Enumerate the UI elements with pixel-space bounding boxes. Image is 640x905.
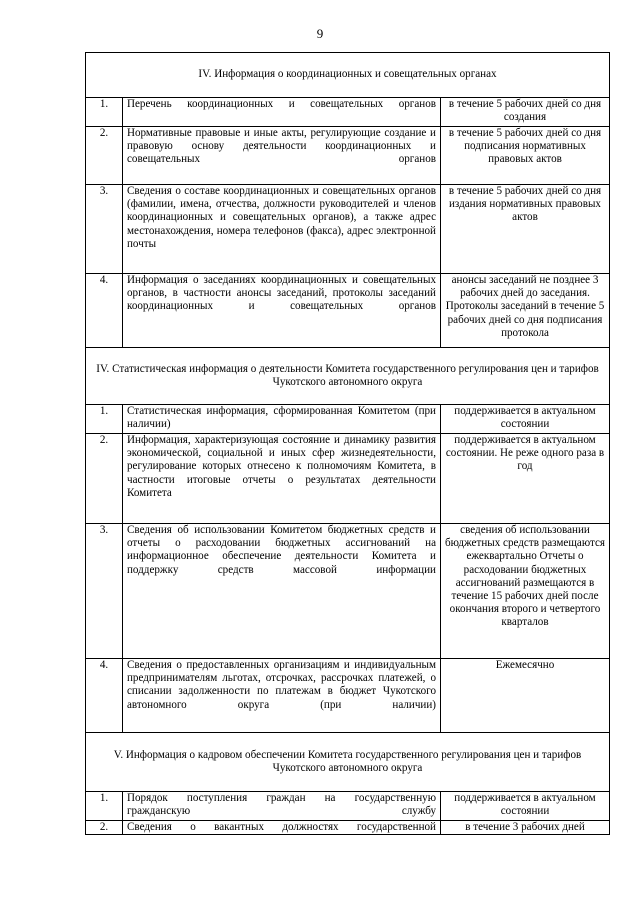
section-title: IV. Статистическая информация о деятельности Комитета государственного регулирования цен и тарифов Чукотского автономного округа	[86, 348, 610, 405]
table-row	[86, 524, 610, 659]
row-number: 4.	[86, 659, 123, 733]
row-number: 2.	[86, 127, 123, 185]
row-deadline: поддерживается в актуальном состоянии	[441, 405, 610, 434]
table-row	[86, 434, 610, 524]
row-deadline: в течение 5 рабочих дней со дня подписания нормативных правовых актов	[441, 127, 610, 185]
table-row	[86, 405, 610, 434]
row-description: Информация, характеризующая состояние и динамику развития экономической, социальной и иных сфер жизнедеятельности, регулирование которых отнесено к полномочиям Комитета, в частности итоговые отчеты о результатах деятельности Комитета	[123, 434, 441, 524]
disclosure-table	[85, 52, 610, 835]
row-deadline: поддерживается в актуальном состоянии. Не реже одного раза в год	[441, 434, 610, 524]
table-row	[86, 792, 610, 821]
row-description: Сведения о составе координационных и совещательных органов (фамилии, имена, отчества, должности руководителей и членов координационных и совещательных органов), а также адрес местонахождения, номера телефонов (факса), адрес электронной почты	[123, 185, 441, 274]
row-deadline: поддерживается в актуальном состоянии	[441, 792, 610, 821]
table-row	[86, 659, 610, 733]
section-header-row	[86, 733, 610, 792]
row-description: Нормативные правовые и иные акты, регулирующие создание и правовую основу деятельности координационных и совещательных органов	[123, 127, 441, 185]
section-title: IV. Информация о координационных и совещательных органах	[86, 53, 610, 98]
row-description: Сведения о предоставленных организациям и индивидуальным предпринимателям льготах, отсрочках, рассрочках платежей, о списании задолженности по платежам в бюджет Чукотского автономного округа (при наличии)	[123, 659, 441, 733]
row-deadline: анонсы заседаний не позднее 3 рабочих дней до заседания. Протоколы заседаний в течение 5 рабочих дней со дня подписания протокола	[441, 274, 610, 348]
row-deadline: в течение 5 рабочих дней со дня создания	[441, 98, 610, 127]
table-row	[86, 821, 610, 835]
section-header-row	[86, 348, 610, 405]
row-description: Статистическая информация, сформированная Комитетом (при наличии)	[123, 405, 441, 434]
table-row	[86, 185, 610, 274]
row-deadline: сведения об использовании бюджетных средств размещаются ежеквартально Отчеты о расходовании бюджетных ассигнований размещаются в течение 15 рабочих дней после окончания второго и четвертого кварталов	[441, 524, 610, 659]
table-row	[86, 98, 610, 127]
row-description: Сведения об использовании Комитетом бюджетных средств и отчеты о расходовании бюджетных ассигнований на информационное обеспечение деятельности Комитета и поддержку средств массовой информации	[123, 524, 441, 659]
row-number: 3.	[86, 524, 123, 659]
row-deadline: в течение 3 рабочих дней	[441, 821, 610, 835]
row-description: Перечень координационных и совещательных органов	[123, 98, 441, 127]
row-number: 3.	[86, 185, 123, 274]
row-deadline: в течение 5 рабочих дней со дня издания нормативных правовых актов	[441, 185, 610, 274]
page-number: 9	[316, 26, 324, 41]
row-number: 1.	[86, 405, 123, 434]
row-description: Сведения о вакантных должностях государственной	[123, 821, 441, 835]
row-deadline: Ежемесячно	[441, 659, 610, 733]
section-header-row	[86, 53, 610, 98]
row-number: 4.	[86, 274, 123, 348]
table-row	[86, 274, 610, 348]
row-number: 2.	[86, 821, 123, 835]
row-number: 2.	[86, 434, 123, 524]
row-number: 1.	[86, 98, 123, 127]
table-row	[86, 127, 610, 185]
section-title: V. Информация о кадровом обеспечении Комитета государственного регулирования цен и тарифов Чукотского автономного округа	[86, 733, 610, 792]
row-description: Порядок поступления граждан на государственную гражданскую службу	[123, 792, 441, 821]
row-number: 1.	[86, 792, 123, 821]
row-description: Информация о заседаниях координационных и совещательных органов, в частности анонсы заседаний, протоколы заседаний координационных и совещательных органов	[123, 274, 441, 348]
